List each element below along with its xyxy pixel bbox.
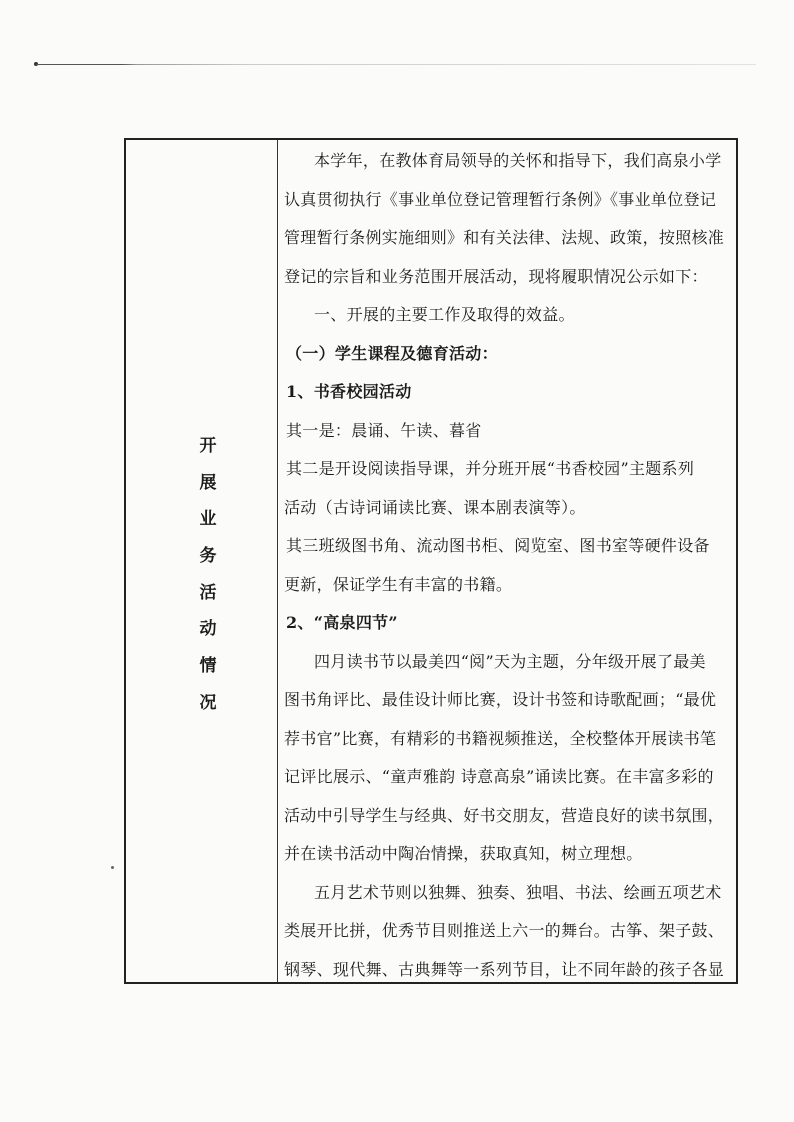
text-line: 登记的宗旨和业务范围开展活动，现将履职情况公示如下：: [284, 266, 708, 286]
text-line: 认真贯彻执行《事业单位登记管理暂行条例》《事业单位登记: [284, 189, 717, 209]
text-line: 图书角评比、最佳设计师比赛，设计书签和诗歌配画；“最优: [284, 690, 717, 709]
label-char: 务: [199, 546, 217, 567]
text-line: 四月读书节以最美四“阅”天为主题，分年级开展了最美: [314, 651, 706, 671]
scan-speck: [111, 866, 114, 869]
text-line: 其二是开设阅读指导课，并分班开展“书香校园”主题系列: [286, 459, 695, 478]
item-heading: 1、书香校园活动: [286, 382, 412, 401]
subsection-heading: （一）学生课程及德育活动：: [286, 343, 498, 363]
text-line: 更新，保证学生有丰富的书籍。: [284, 574, 513, 594]
text-line: 并在读书活动中陶冶情操，获取真知，树立理想。: [284, 844, 643, 863]
label-char: 活: [199, 582, 217, 603]
content-cell: [278, 140, 736, 982]
text-line: 五月艺术节则以独舞、独奏、独唱、书法、绘画五项艺术: [314, 882, 722, 902]
section-heading: 一、开展的主要工作及取得的效益。: [314, 305, 575, 324]
report-table: [124, 138, 738, 984]
scan-edge-line: [36, 64, 756, 65]
text-line: 钢琴、现代舞、古典舞等一系列节目，让不同年龄的孩子各显: [284, 959, 725, 979]
label-char: 动: [199, 619, 217, 640]
item-heading: 2、“高泉四节”: [286, 613, 398, 632]
label-cell: [126, 140, 278, 982]
text-line: 其三班级图书角、流动图书柜、阅览室、图书室等硬件设备: [286, 536, 710, 555]
text-line: 荐书官”比赛，有精彩的书籍视频推送，全校整体开展读书笔: [284, 728, 717, 748]
label-char: 况: [199, 692, 217, 713]
text-line: 管理暂行条例实施细则》和有关法律、法规、政策，按照核准: [284, 228, 725, 247]
text-line: 本学年，在教体育局领导的关怀和指导下，我们高泉小学: [314, 151, 722, 170]
label-char: 业: [199, 509, 217, 530]
label-char: 展: [199, 472, 217, 493]
label-char: 开: [199, 436, 217, 456]
section-label: [196, 428, 220, 722]
text-line: 活动中引导学生与经典、好书交朋友，营造良好的读书氛围，: [284, 805, 725, 825]
label-char: 情: [199, 656, 217, 677]
text-line: 活动（古诗词诵读比赛、课本剧表演等）。: [284, 497, 586, 517]
text-line: 其一是：晨诵、午读、暮省: [286, 420, 482, 440]
text-line: 记评比展示、“童声雅韵 诗意高泉”诵读比赛。在丰富多彩的: [284, 767, 714, 786]
text-line: 类展开比拼，优秀节目则推送上六一的舞台。古筝、架子鼓、: [284, 921, 725, 940]
